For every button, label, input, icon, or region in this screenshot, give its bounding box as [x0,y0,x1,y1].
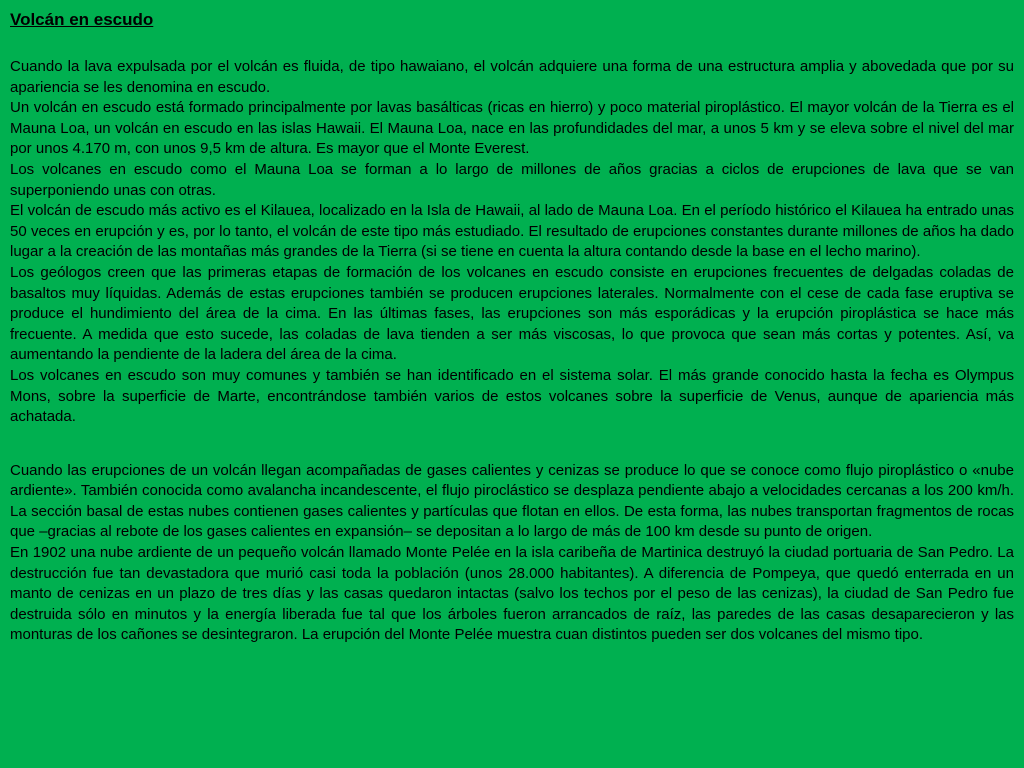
paragraph: Cuando la lava expulsada por el volcán es fluida, de tipo hawaiano, el volcán adquiere una forma de una estructura amplia y abovedada que por su apariencia se les denomina en escudo. [10,58,1014,96]
paragraph: Los volcanes en escudo como el Mauna Loa se forman a lo largo de millones de años gracias a ciclos de erupciones de lava que se van superponiendo unas con otras. [10,160,1014,199]
paragraph: Cuando las erupciones de un volcán llegan acompañadas de gases calientes y cenizas se produce lo que se conoce como flujo piroplástico o «nube ardiente». También conocida como avalancha incandescente, el flujo piroclástico se desplaza pendiente abajo a velocidades cercanas a los 200 km/h. La sección basal de estas nubes contienen gases calientes y partículas que flotan en ellos. De esta forma, las nubes transportan fragmentos de rocas que –gracias al rebote de los gases calientes en expansión– se depositan a lo largo de más de 100 km desde su punto de origen. [10,461,1014,541]
spacer [10,428,1014,461]
paragraph: El volcán de escudo más activo es el Kilauea, localizado en la Isla de Hawaii, al lado de Mauna Loa. En el período histórico el Kilauea ha entrado unas 50 veces en erupción y es, por lo tanto, el volcán de este tipo más estudiado. El resultado de erupciones constantes durante millones de años ha dado lugar a la creación de las montañas más grandes de la Tierra (si se tiene en cuenta la altura contando desde la base en el lecho marino). [10,202,1014,261]
paragraph: En 1902 una nube ardiente de un pequeño volcán llamado Monte Pelée en la isla caribeña de Martinica destruyó la ciudad portuaria de San Pedro. La destrucción fue tan devastadora que murió casi toda la población (unos 28.000 habitantes). A diferencia de Pompeya, que quedó enterrada en un manto de cenizas en un plazo de tres días y las casas quedaron intactas (salvo los techos por el peso de las cenizas), la ciudad de San Pedro fue destruida sólo en minutos y la energía liberada fue tal que los árboles fueron arrancados de raíz, las paredes de las casas desaparecieron y las monturas de los cañones se desintegraron. La erupción del Monte Pelée muestra cuan distintos pueden ser dos volcanes del mismo tipo. [10,544,1014,644]
section-shield-volcano [10,57,1014,428]
paragraph: Los volcanes en escudo son muy comunes y también se han identificado en el sistema solar. El más grande conocido hasta la fecha es Olympus Mons, sobre la superficie de Marte, encontrándose también varios de estos volcanes sobre la superficie de Venus, aunque de apariencia más achatada. [10,366,1014,426]
paragraph: Un volcán en escudo está formado principalmente por lavas basálticas (ricas en hierro) y poco material piroplástico. El mayor volcán de la Tierra es el Mauna Loa, un volcán en escudo en las islas Hawaii. El Mauna Loa, nace en las profundidades del mar, a unos 5 km y se eleva sobre el nivel del mar por unos 4.170 m, con unos 9,5 km de altura. Es mayor que el Monte Everest. [10,99,1014,158]
spacer [10,32,1014,57]
page-title: Volcán en escudo [10,10,154,29]
section-pyroclastic-flow [10,461,1014,646]
paragraph: Los geólogos creen que las primeras etapas de formación de los volcanes en escudo consiste en erupciones frecuentes de delgadas coladas de basaltos muy líquidas. Además de estas erupciones también se producen erupciones laterales. Normalmente con el cese de cada fase eruptiva se produce el hundimiento del área de la cima. En las últimas fases, las erupciones son más esporádicas y la erupción piroplástica se hace más frecuente. A medida que esto sucede, las coladas de lava tienden a ser más viscosas, lo que provoca que sean más cortas y potentes. Así, va aumentando la pendiente de la ladera del área de la cima. [10,263,1014,364]
